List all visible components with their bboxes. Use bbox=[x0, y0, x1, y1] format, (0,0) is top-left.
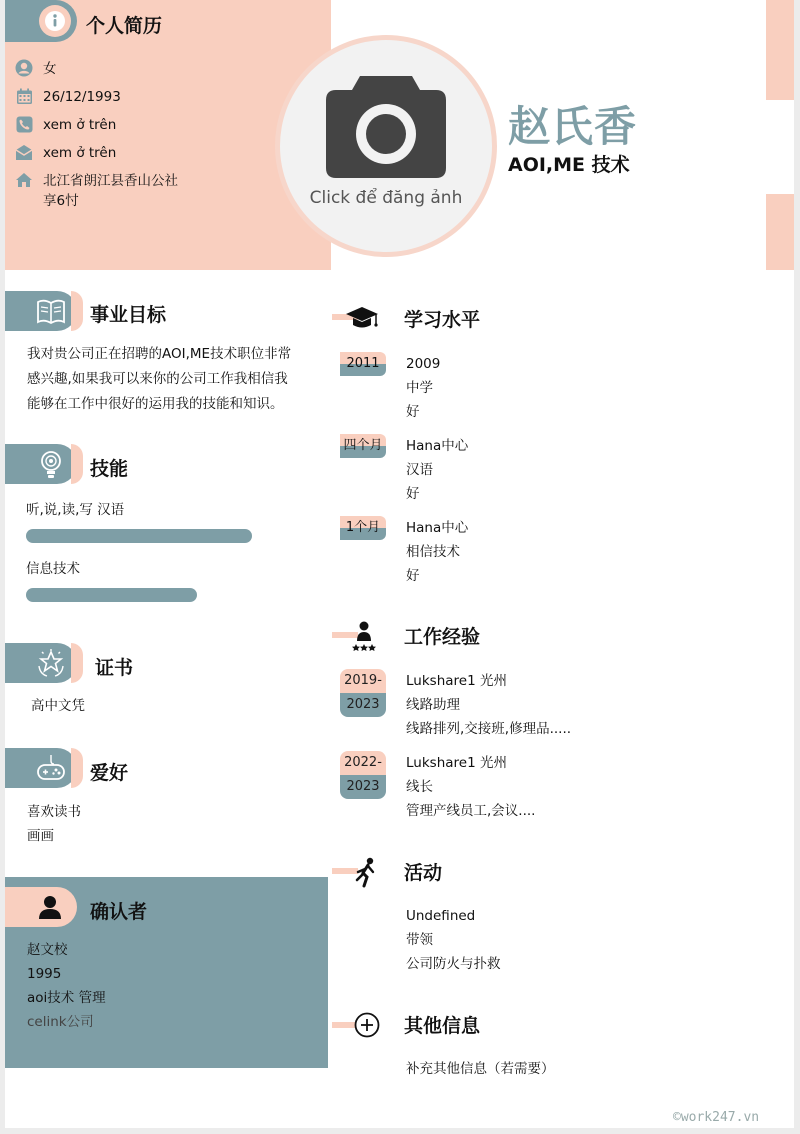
email-value: xem ở trên bbox=[43, 145, 117, 161]
referee-line: celink公司 bbox=[27, 1014, 94, 1030]
skill-level-bar bbox=[26, 588, 197, 602]
person-icon bbox=[35, 892, 65, 922]
work-period: 2022- 2023 bbox=[340, 751, 386, 799]
education-entry bbox=[406, 516, 468, 588]
gender-value: 女 bbox=[43, 61, 57, 77]
entry-line: 中学 bbox=[406, 380, 433, 396]
entry-line: Hana中心 bbox=[406, 520, 469, 536]
address-line-2: 享6忖 bbox=[43, 193, 79, 209]
personal-tab bbox=[5, 0, 77, 42]
referee-line: 赵文校 bbox=[27, 942, 68, 958]
personal-title: 个人简历 bbox=[86, 15, 163, 37]
camera-icon bbox=[322, 70, 450, 180]
book-icon bbox=[33, 293, 69, 329]
entry-line: 线长 bbox=[406, 779, 433, 795]
decor-block-bottom bbox=[766, 194, 794, 270]
info-icon bbox=[39, 5, 71, 37]
entry-line: 线路助理 bbox=[406, 697, 460, 713]
entry-line: 管理产线员工,会议.... bbox=[406, 803, 536, 819]
entry-line: 2009 bbox=[406, 356, 441, 372]
entry-line: 线路排列,交接班,修理品..... bbox=[406, 721, 572, 737]
user-icon bbox=[15, 59, 33, 77]
certificates-title: 证书 bbox=[95, 657, 134, 679]
career-title: 事业目标 bbox=[90, 304, 167, 326]
referee-line: aoi技术 管理 bbox=[27, 990, 106, 1006]
photo-caption[interactable]: Click để đăng ảnh bbox=[309, 188, 463, 208]
hobby-item: 喜欢读书 bbox=[27, 804, 81, 820]
resume-page bbox=[5, 0, 794, 1128]
entry-line: 带领 bbox=[406, 932, 433, 948]
watermark: ©work247.vn bbox=[673, 1110, 760, 1125]
entry-line: 好 bbox=[406, 404, 420, 420]
work-entry bbox=[406, 751, 535, 823]
photo-upload[interactable] bbox=[280, 40, 492, 252]
address-line-1: 北江省朗江县香山公社 bbox=[43, 173, 178, 189]
entry-line: 好 bbox=[406, 568, 420, 584]
envelope-icon bbox=[15, 143, 33, 161]
worker-icon bbox=[346, 617, 382, 653]
gamepad-icon bbox=[33, 750, 69, 786]
address-row bbox=[15, 171, 178, 211]
education-entry bbox=[406, 434, 468, 506]
entry-line: Lukshare1 光州 bbox=[406, 755, 507, 771]
education-period: 1个月 bbox=[340, 516, 386, 540]
skills-tab bbox=[5, 444, 77, 484]
entry-line: 好 bbox=[406, 486, 420, 502]
referee-tab bbox=[5, 887, 77, 927]
email-row bbox=[15, 143, 116, 163]
career-text bbox=[27, 342, 291, 417]
career-line: 感兴趣,如果我可以来你的公司工作我相信我 bbox=[27, 371, 288, 387]
hobby-item: 画画 bbox=[27, 828, 54, 844]
education-title: 学习水平 bbox=[404, 309, 481, 331]
skill-name: 信息技术 bbox=[26, 561, 80, 577]
education-entry bbox=[406, 352, 440, 424]
work-period: 2019- 2023 bbox=[340, 669, 386, 717]
referee-title: 确认者 bbox=[90, 901, 148, 923]
certificate-item: 高中文凭 bbox=[31, 698, 85, 714]
hobbies-title: 爱好 bbox=[90, 762, 129, 784]
candidate-name: 赵氏香 bbox=[508, 102, 638, 151]
phone-value: xem ở trên bbox=[43, 117, 117, 133]
education-period: 2011 bbox=[340, 352, 386, 376]
running-person-icon bbox=[348, 854, 384, 890]
phone-row bbox=[15, 115, 116, 135]
work-entry bbox=[406, 669, 571, 741]
other-title: 其他信息 bbox=[404, 1015, 481, 1037]
birthdate-row bbox=[15, 87, 121, 107]
other-entry: 补充其他信息（若需要） bbox=[406, 1061, 555, 1077]
career-line: 能够在工作中很好的运用我的技能和知识。 bbox=[27, 396, 284, 412]
skills-title: 技能 bbox=[90, 458, 129, 480]
education-period: 四个月 bbox=[340, 434, 386, 458]
graduation-cap-icon bbox=[344, 300, 380, 336]
hobbies-tab bbox=[5, 748, 77, 788]
activities-title: 活动 bbox=[404, 862, 443, 884]
home-icon bbox=[15, 171, 33, 189]
career-tab bbox=[5, 291, 77, 331]
hobbies-list bbox=[27, 800, 81, 848]
birthdate-value: 26/12/1993 bbox=[43, 89, 121, 105]
job-title: AOI,ME 技术 bbox=[508, 154, 630, 176]
entry-line: Hana中心 bbox=[406, 438, 469, 454]
award-icon bbox=[33, 645, 69, 681]
certificates-tab bbox=[5, 643, 77, 683]
entry-line: Undefined bbox=[406, 908, 476, 924]
plus-circle-icon bbox=[349, 1007, 385, 1043]
entry-line: 公司防火与扑救 bbox=[406, 956, 501, 972]
entry-line: 汉语 bbox=[406, 462, 433, 478]
activities-entry bbox=[406, 904, 501, 976]
referee-info bbox=[27, 938, 106, 1034]
referee-panel bbox=[5, 877, 328, 1068]
gender-row bbox=[15, 59, 57, 79]
phone-icon bbox=[15, 115, 33, 133]
career-line: 我对贵公司正在招聘的AOI,ME技术职位非常 bbox=[27, 346, 292, 362]
calendar-icon bbox=[15, 87, 33, 105]
skill-level-bar bbox=[26, 529, 252, 543]
skill-name: 听,说,读,写 汉语 bbox=[26, 502, 125, 518]
decor-block-top bbox=[766, 0, 794, 100]
lightbulb-icon bbox=[33, 446, 69, 482]
entry-line: Lukshare1 光州 bbox=[406, 673, 507, 689]
work-title: 工作经验 bbox=[404, 626, 481, 648]
entry-line: 相信技术 bbox=[406, 544, 460, 560]
referee-line: 1995 bbox=[27, 966, 62, 982]
